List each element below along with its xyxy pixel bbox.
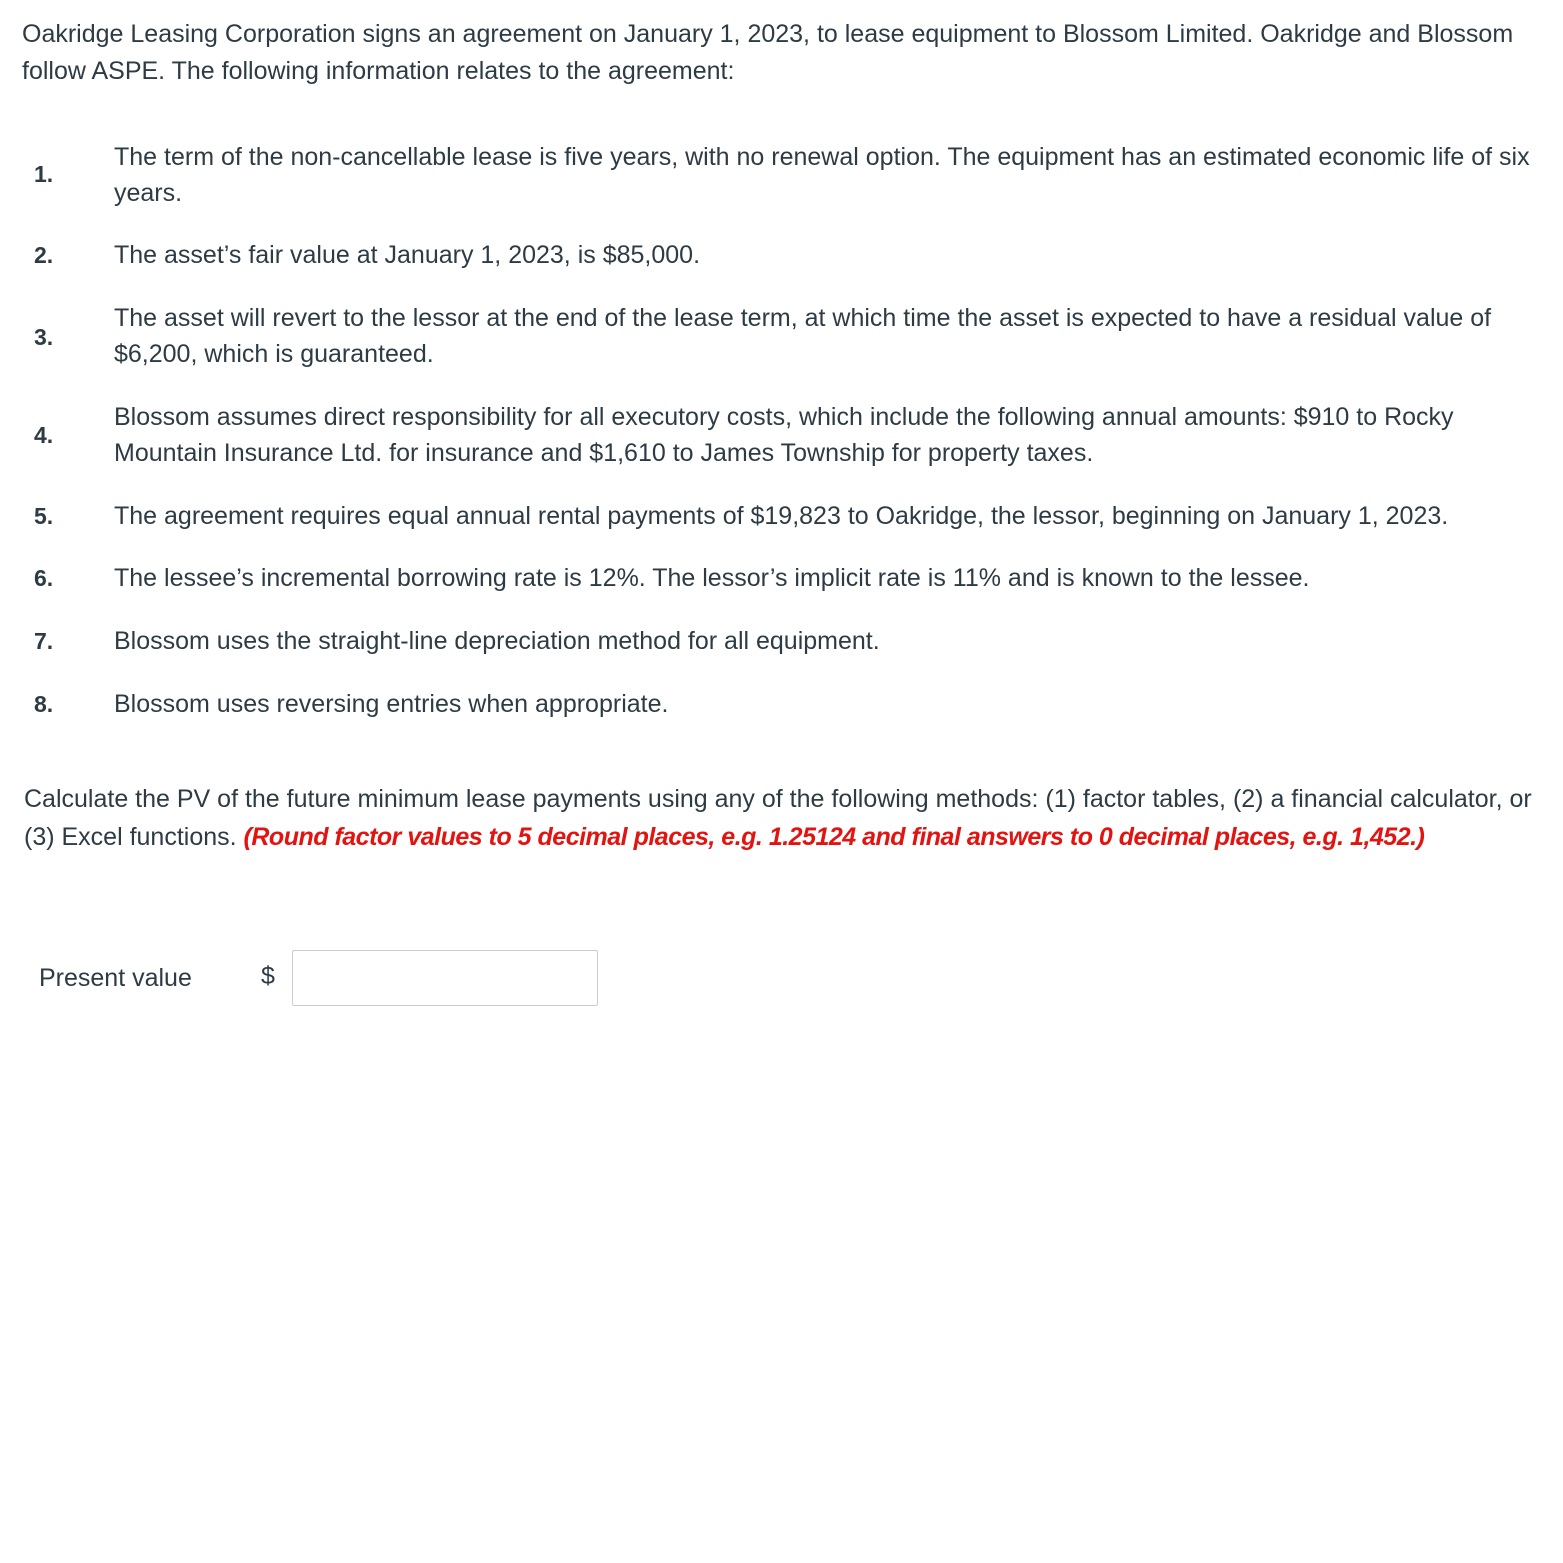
- fact-text: Blossom uses the straight-line depreciation method for all equipment.: [114, 627, 880, 655]
- fact-text: Blossom uses reversing entries when appropriate.: [114, 690, 669, 718]
- fact-text: The lessee’s incremental borrowing rate is 12%. The lessor’s implicit rate is 11% and is known to the lessee.: [114, 564, 1310, 592]
- question-prompt: [24, 780, 1534, 856]
- fact-text: The term of the non-cancellable lease is five years, with no renewal option. The equipment has an estimated economic life of six years.: [114, 143, 1530, 207]
- present-value-row: [0, 948, 700, 1010]
- fact-number: 8.: [34, 691, 54, 717]
- dollar-sign: $: [261, 962, 275, 990]
- fact-number: 3.: [34, 324, 54, 350]
- fact-text: Blossom assumes direct responsibility for all executory costs, which include the following annual amounts: $910 to Rocky Mountain Insurance Ltd. for insurance and $1,610 to James Township for property taxes.: [114, 403, 1454, 467]
- fact-text: The asset’s fair value at January 1, 2023, is $85,000.: [114, 241, 701, 269]
- fact-number: 2.: [34, 242, 54, 268]
- fact-text: The agreement requires equal annual rental payments of $19,823 to Oakridge, the lessor, beginning on January 1, 2023.: [114, 502, 1449, 530]
- question-text: Calculate the PV of the future minimum lease payments using any of the following methods: (1) factor tables, (2) a financial calculator, or (3) Excel functions.: [24, 785, 1532, 851]
- fact-number: 1.: [34, 161, 54, 187]
- problem-intro: Oakridge Leasing Corporation signs an agreement on January 1, 2023, to lease equipment to Blossom Limited. Oakridge and Blossom follow ASPE. The following information relates to the agreement:: [22, 20, 1514, 85]
- present-value-label: Present value: [39, 964, 192, 992]
- rounding-instruction: (Round factor values to 5 decimal places, e.g. 1.25124 and final answers to 0 decimal places, e.g. 1,452.): [243, 823, 1425, 851]
- fact-number: 7.: [34, 628, 54, 654]
- fact-text: The asset will revert to the lessor at the end of the lease term, at which time the asset is expected to have a residual value of $6,200, which is guaranteed.: [114, 304, 1492, 368]
- fact-number: 6.: [34, 565, 54, 591]
- present-value-input[interactable]: [292, 950, 598, 1006]
- fact-number: 5.: [34, 503, 54, 529]
- fact-number: 4.: [34, 422, 54, 448]
